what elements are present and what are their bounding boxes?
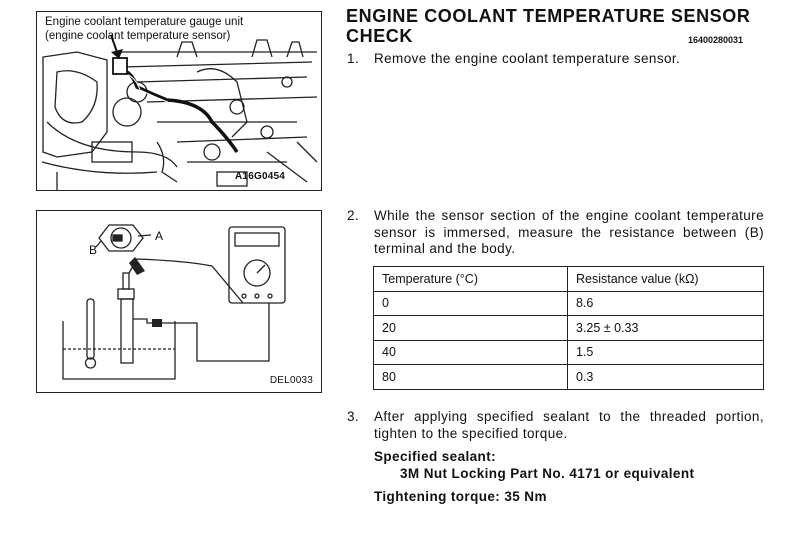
- engine-figure: [36, 11, 322, 191]
- table-row: [374, 291, 764, 316]
- table-header-cell: Temperature (°C): [374, 267, 568, 292]
- step-number: 1.: [347, 51, 360, 66]
- table-cell: 0: [374, 291, 568, 316]
- title-line2: CHECK: [346, 26, 414, 46]
- table-cell: 1.5: [568, 340, 764, 365]
- table-row: [374, 316, 764, 341]
- table-cell: 0.3: [568, 365, 764, 390]
- figure-code: A16G0454: [235, 171, 285, 182]
- table-cell: 3.25 ± 0.33: [568, 316, 764, 341]
- step-text: After applying specified sealant to the threaded portion, tighten to the specified torque.: [374, 409, 764, 441]
- table-cell: 20: [374, 316, 568, 341]
- table-cell: 8.6: [568, 291, 764, 316]
- sealant-label: Specified sealant:: [374, 449, 496, 464]
- table-cell: 80: [374, 365, 568, 390]
- step-text: While the sensor section of the engine coolant temperature sensor is immersed, measure the resistance between (B) terminal and the body.: [374, 208, 764, 256]
- test-diagram: [37, 211, 322, 393]
- label-a: A: [155, 229, 164, 243]
- step-item: [347, 51, 767, 71]
- table-row: [374, 365, 764, 390]
- document-code: 16400280031: [688, 35, 744, 45]
- step-number: 3.: [347, 409, 360, 424]
- table-header-row: [374, 267, 764, 292]
- step-number: 2.: [347, 208, 360, 223]
- title-line1: ENGINE COOLANT TEMPERATURE SENSOR: [346, 6, 751, 26]
- figure-code: DEL0033: [269, 375, 313, 386]
- test-figure: [36, 210, 322, 393]
- table-row: [374, 340, 764, 365]
- resistance-table: [373, 266, 764, 390]
- sealant-value: 3M Nut Locking Part No. 4171 or equivalent: [400, 466, 695, 481]
- label-b: B: [89, 243, 98, 257]
- step-item: [347, 208, 767, 263]
- step-text: Remove the engine coolant temperature sensor.: [374, 51, 681, 66]
- step-item: [347, 409, 767, 445]
- table-header-cell: Resistance value (kΩ): [568, 267, 764, 292]
- tightening-torque: Tightening torque: 35 Nm: [374, 489, 547, 504]
- table-cell: 40: [374, 340, 568, 365]
- figure-caption-line2: (engine coolant temperature sensor): [45, 30, 231, 42]
- figure-caption-line1: Engine coolant temperature gauge unit: [45, 16, 244, 28]
- figure-caption: [45, 15, 243, 43]
